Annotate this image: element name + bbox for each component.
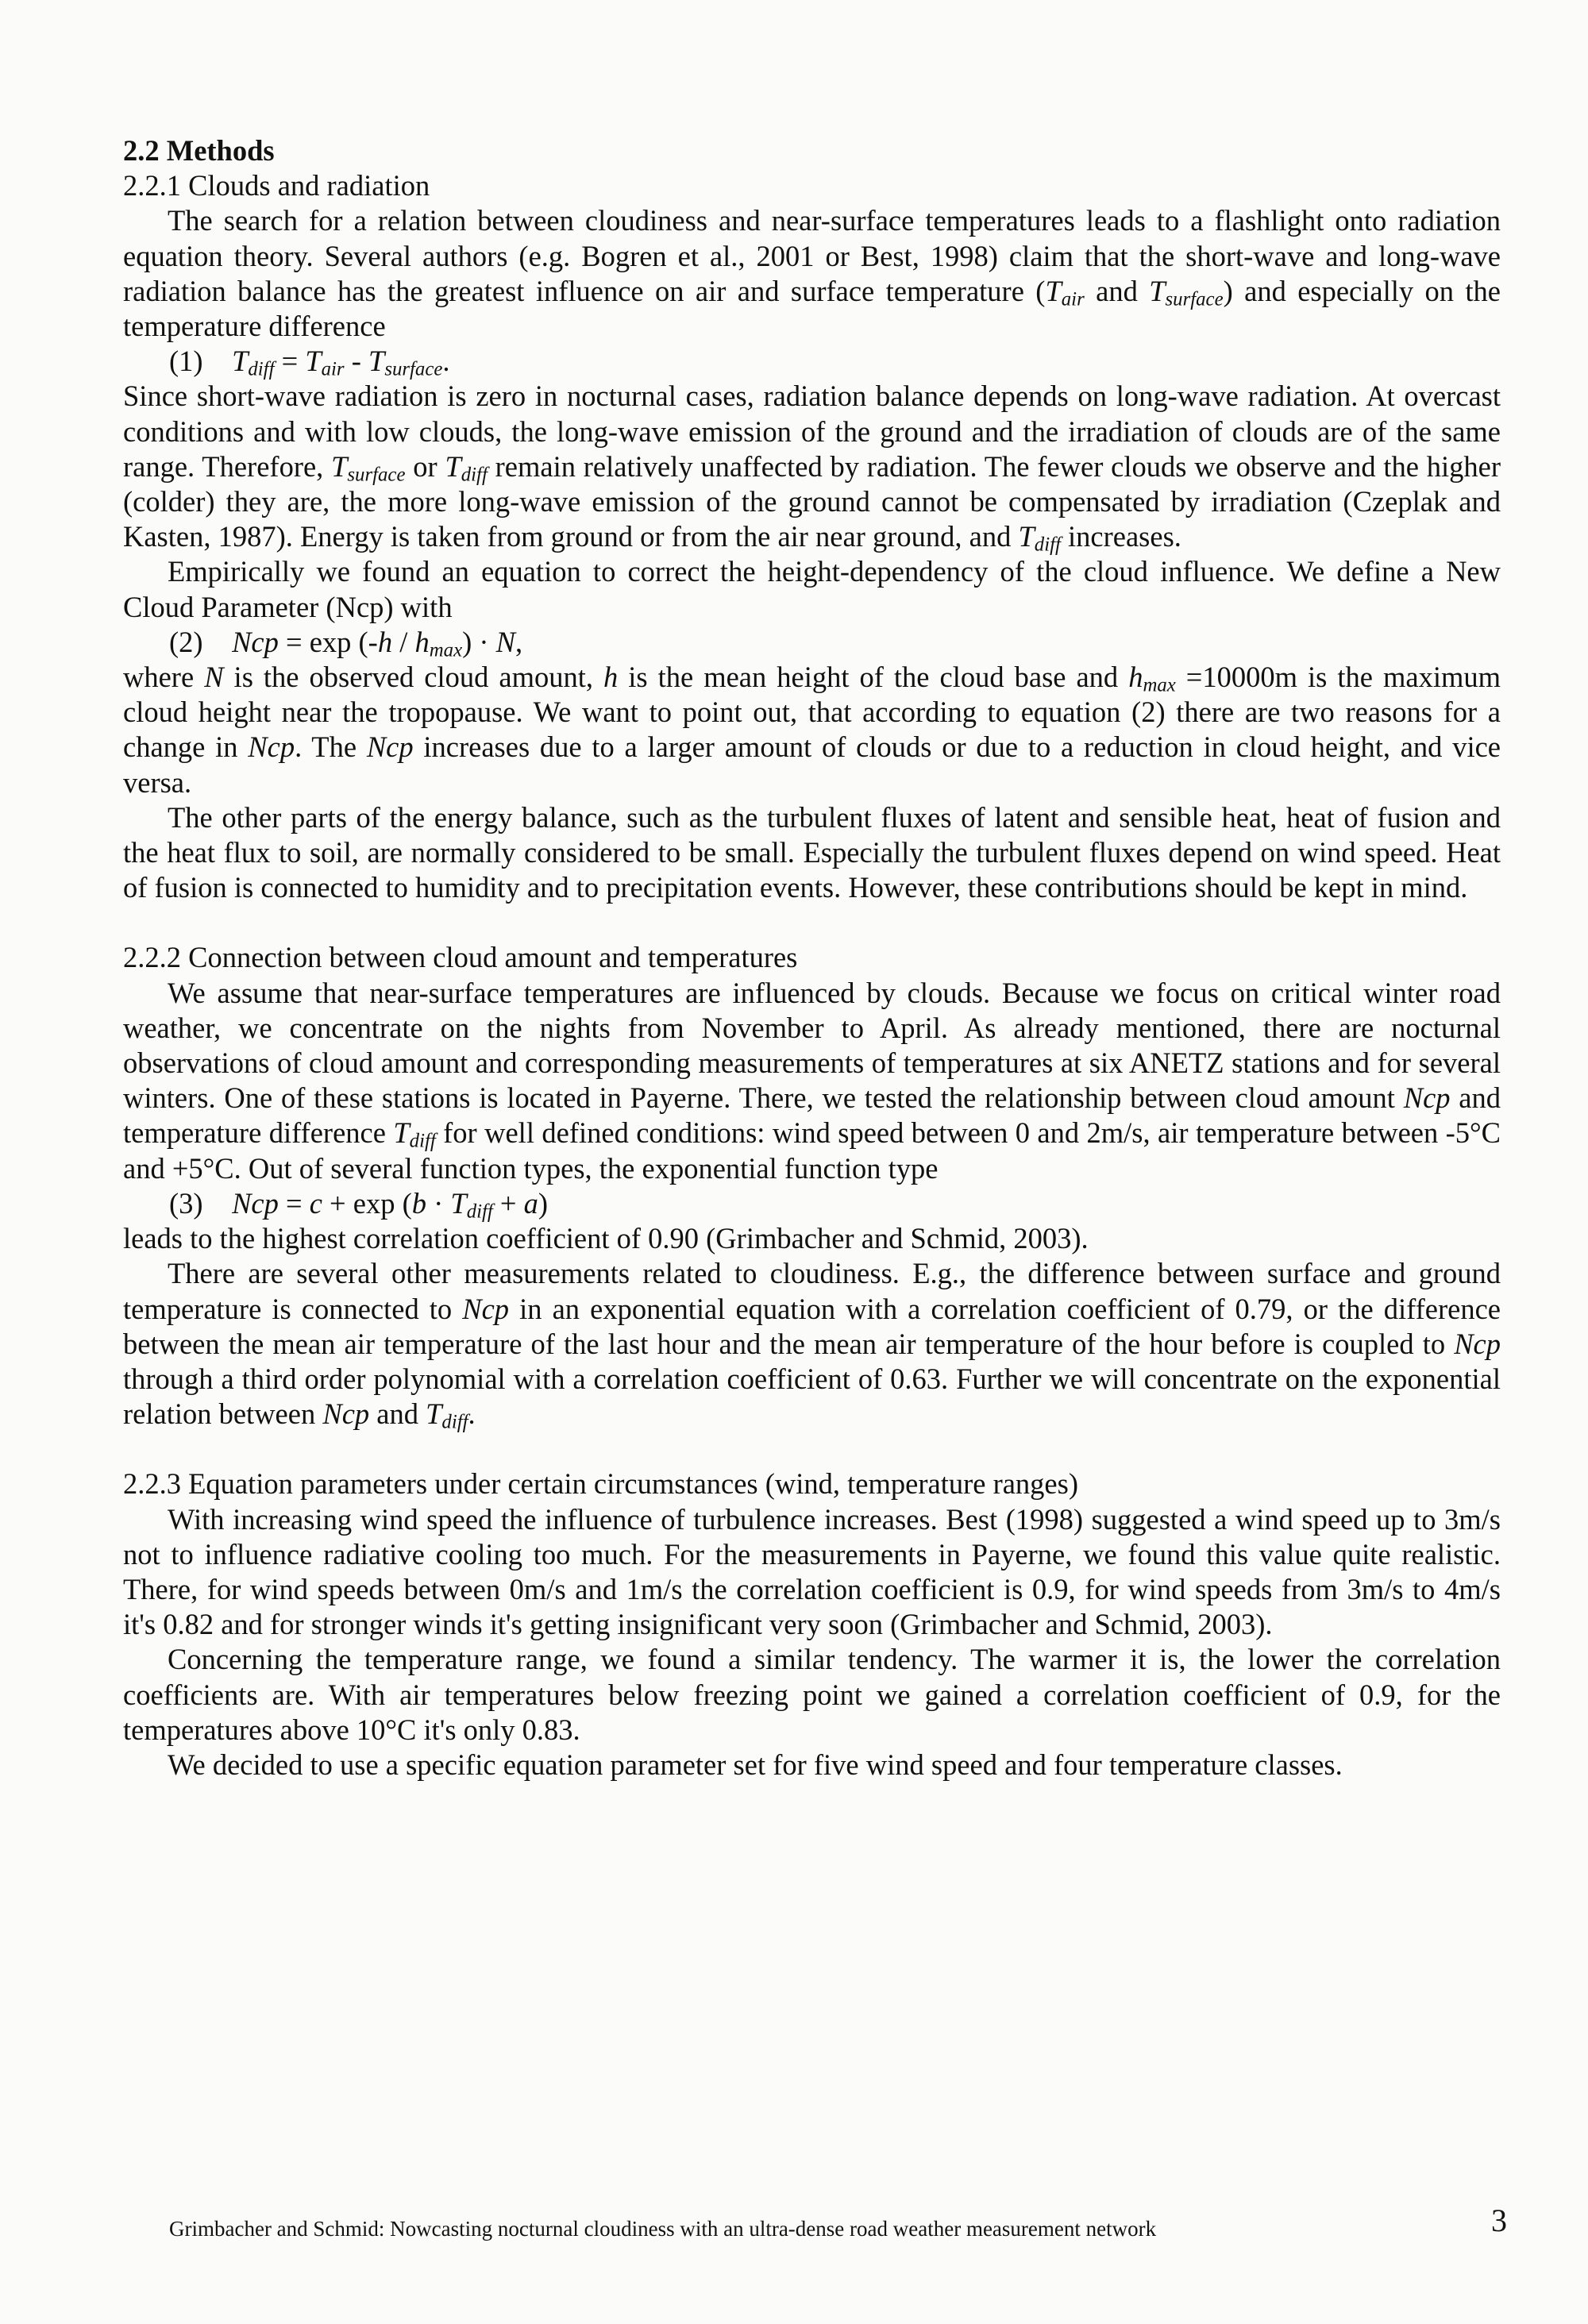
paragraph-2-2-1-intro: The search for a relation between cloudiness and near-surface temperatures leads to a flashlight onto radiation equation theory. Several authors (e.g. Bogren et al., 2001 or Best, 1998) claim that the short-wave and long-wave radiation balance has the greatest influence on air and surface temperature ($T_{air}$ and $T_{surface}$) and especially on the temperature difference bbox=[123, 204, 1501, 343]
paragraph-2-2-2-other: There are several other measurements related to cloudiness. E.g., the difference between surface and ground temperature is connected to Ncp in an exponential equation with a correlation coefficient of 0.79, or the difference between the mean air temperature of the last hour and the mean air temperature of the hour before is coupled to Ncp through a third order polynomial with a correlation coefficient of 0.63. Further we will concentrate on the exponential relation between Ncp and $T_{diff}$. bbox=[123, 1257, 1501, 1433]
paragraph-2-2-1-longwave: Since short-wave radiation is zero in nocturnal cases, radiation balance depends on long-wave radiation. At overcast conditions and with low clouds, the long-wave emission of the ground and the irradiation of clouds are of the same range. Therefore, $T_{surface}$ or $T_{diff}$ remain relatively unaffected by radiation. The fewer clouds we observe and the higher (colder) they are, the more long-wave emission of the ground cannot be compensated by irradiation (Czeplak and Kasten, 1987). Energy is taken from ground or from the air near ground, and $T_{diff}$ increases. bbox=[123, 380, 1501, 556]
section-gap bbox=[123, 1432, 1501, 1466]
paragraph-2-2-3-wind: With increasing wind speed the influence of turbulence increases. Best (1998) suggested a wind speed up to 3m/s not to influence radiative cooling too much. For the measurements in Payerne, we found this value quite realistic. There, for wind speeds between 0m/s and 1m/s the correlation coefficient is 0.9, for wind speeds from 3m/s to 4m/s it's 0.82 and for stronger winds it's getting insignificant very soon (Grimbacher and Schmid, 2003). bbox=[123, 1502, 1501, 1641]
equation-2: (2) Ncp = $\exp (-h / h_{max}) \cdot N$, bbox=[169, 625, 523, 661]
section-gap bbox=[123, 905, 1501, 940]
paragraph-2-2-3-temperature: Concerning the temperature range, we found a similar tendency. The warmer it is, the lower the correlation coefficients are. With air temperatures below freezing point we gained a correlation coefficient of 0.9, for the temperatures above 10°C it's only 0.83. bbox=[123, 1643, 1501, 1746]
paragraph-2-2-2-intro: We assume that near-surface temperatures are influenced by clouds. Because we focus on critical winter road weather, we concentrate on the nights from November to April. As already mentioned, there are nocturnal observations of cloud amount and corresponding measurements of temperatures at six ANETZ stations and for several winters. One of these stations is located in Payerne. There, we tested the relationship between cloud amount Ncp and temperature difference $T_{diff}$ for well defined conditions: wind speed between 0 and 2m/s, air temperature between -5°C and +5°C. Out of several function types, the exponential function type bbox=[123, 976, 1501, 1185]
subsection-heading-2-2-3: 2.2.3 Equation parameters under certain circumstances (wind, temperature ranges) bbox=[123, 1467, 1078, 1501]
paragraph-2-2-1-ncp-explain: where N is the observed cloud amount, h is the mean height of the cloud base and $h_{max} =10000m$ is the maximum cloud height near the tropopause. We want to point out, that according to equation (2) there are two reasons for a change in Ncp. The Ncp increases due to a larger amount of clouds or due to a reduction in cloud height, and vice versa. bbox=[123, 661, 1501, 799]
paragraph-2-2-2-correlation: leads to the highest correlation coefficient of 0.90 (Grimbacher and Schmid, 2003). bbox=[123, 1222, 1089, 1255]
footer-citation: Grimbacher and Schmid: Nowcasting nocturnal cloudiness with an ultra-dense road weather measurement network bbox=[169, 2217, 1157, 2241]
equation-1: (1) $T_{diff} = T_{air} - T_{surface}$. bbox=[169, 345, 450, 380]
section-title: 2.2 Methods bbox=[123, 134, 275, 167]
subsection-heading-2-2-2: 2.2.2 Connection between cloud amount and temperatures bbox=[123, 941, 798, 974]
paragraph-2-2-1-energy: The other parts of the energy balance, such as the turbulent fluxes of latent and sensible heat, heat of fusion and the heat flux to soil, are normally considered to be small. Especially the turbulent fluxes depend on wind speed. Heat of fusion is connected to humidity and to precipitation events. However, these contributions should be kept in mind. bbox=[123, 800, 1501, 904]
equation-3: (3) Ncp = $c + \exp (b \cdot T_{diff} + a)$ bbox=[169, 1186, 549, 1223]
subsection-heading-2-2-1: 2.2.1 Clouds and radiation bbox=[123, 169, 430, 202]
page-footer bbox=[169, 2203, 1507, 2242]
page-number: 3 bbox=[1491, 2203, 1507, 2238]
paragraph-2-2-3-classes: We decided to use a specific equation parameter set for five wind speed and four temperature classes. bbox=[168, 1748, 1343, 1781]
main-content bbox=[123, 133, 1501, 1783]
paragraph-2-2-1-ncp-intro: Empirically we found an equation to correct the height-dependency of the cloud influence. We define a New Cloud Parameter (Ncp) with bbox=[123, 555, 1501, 623]
